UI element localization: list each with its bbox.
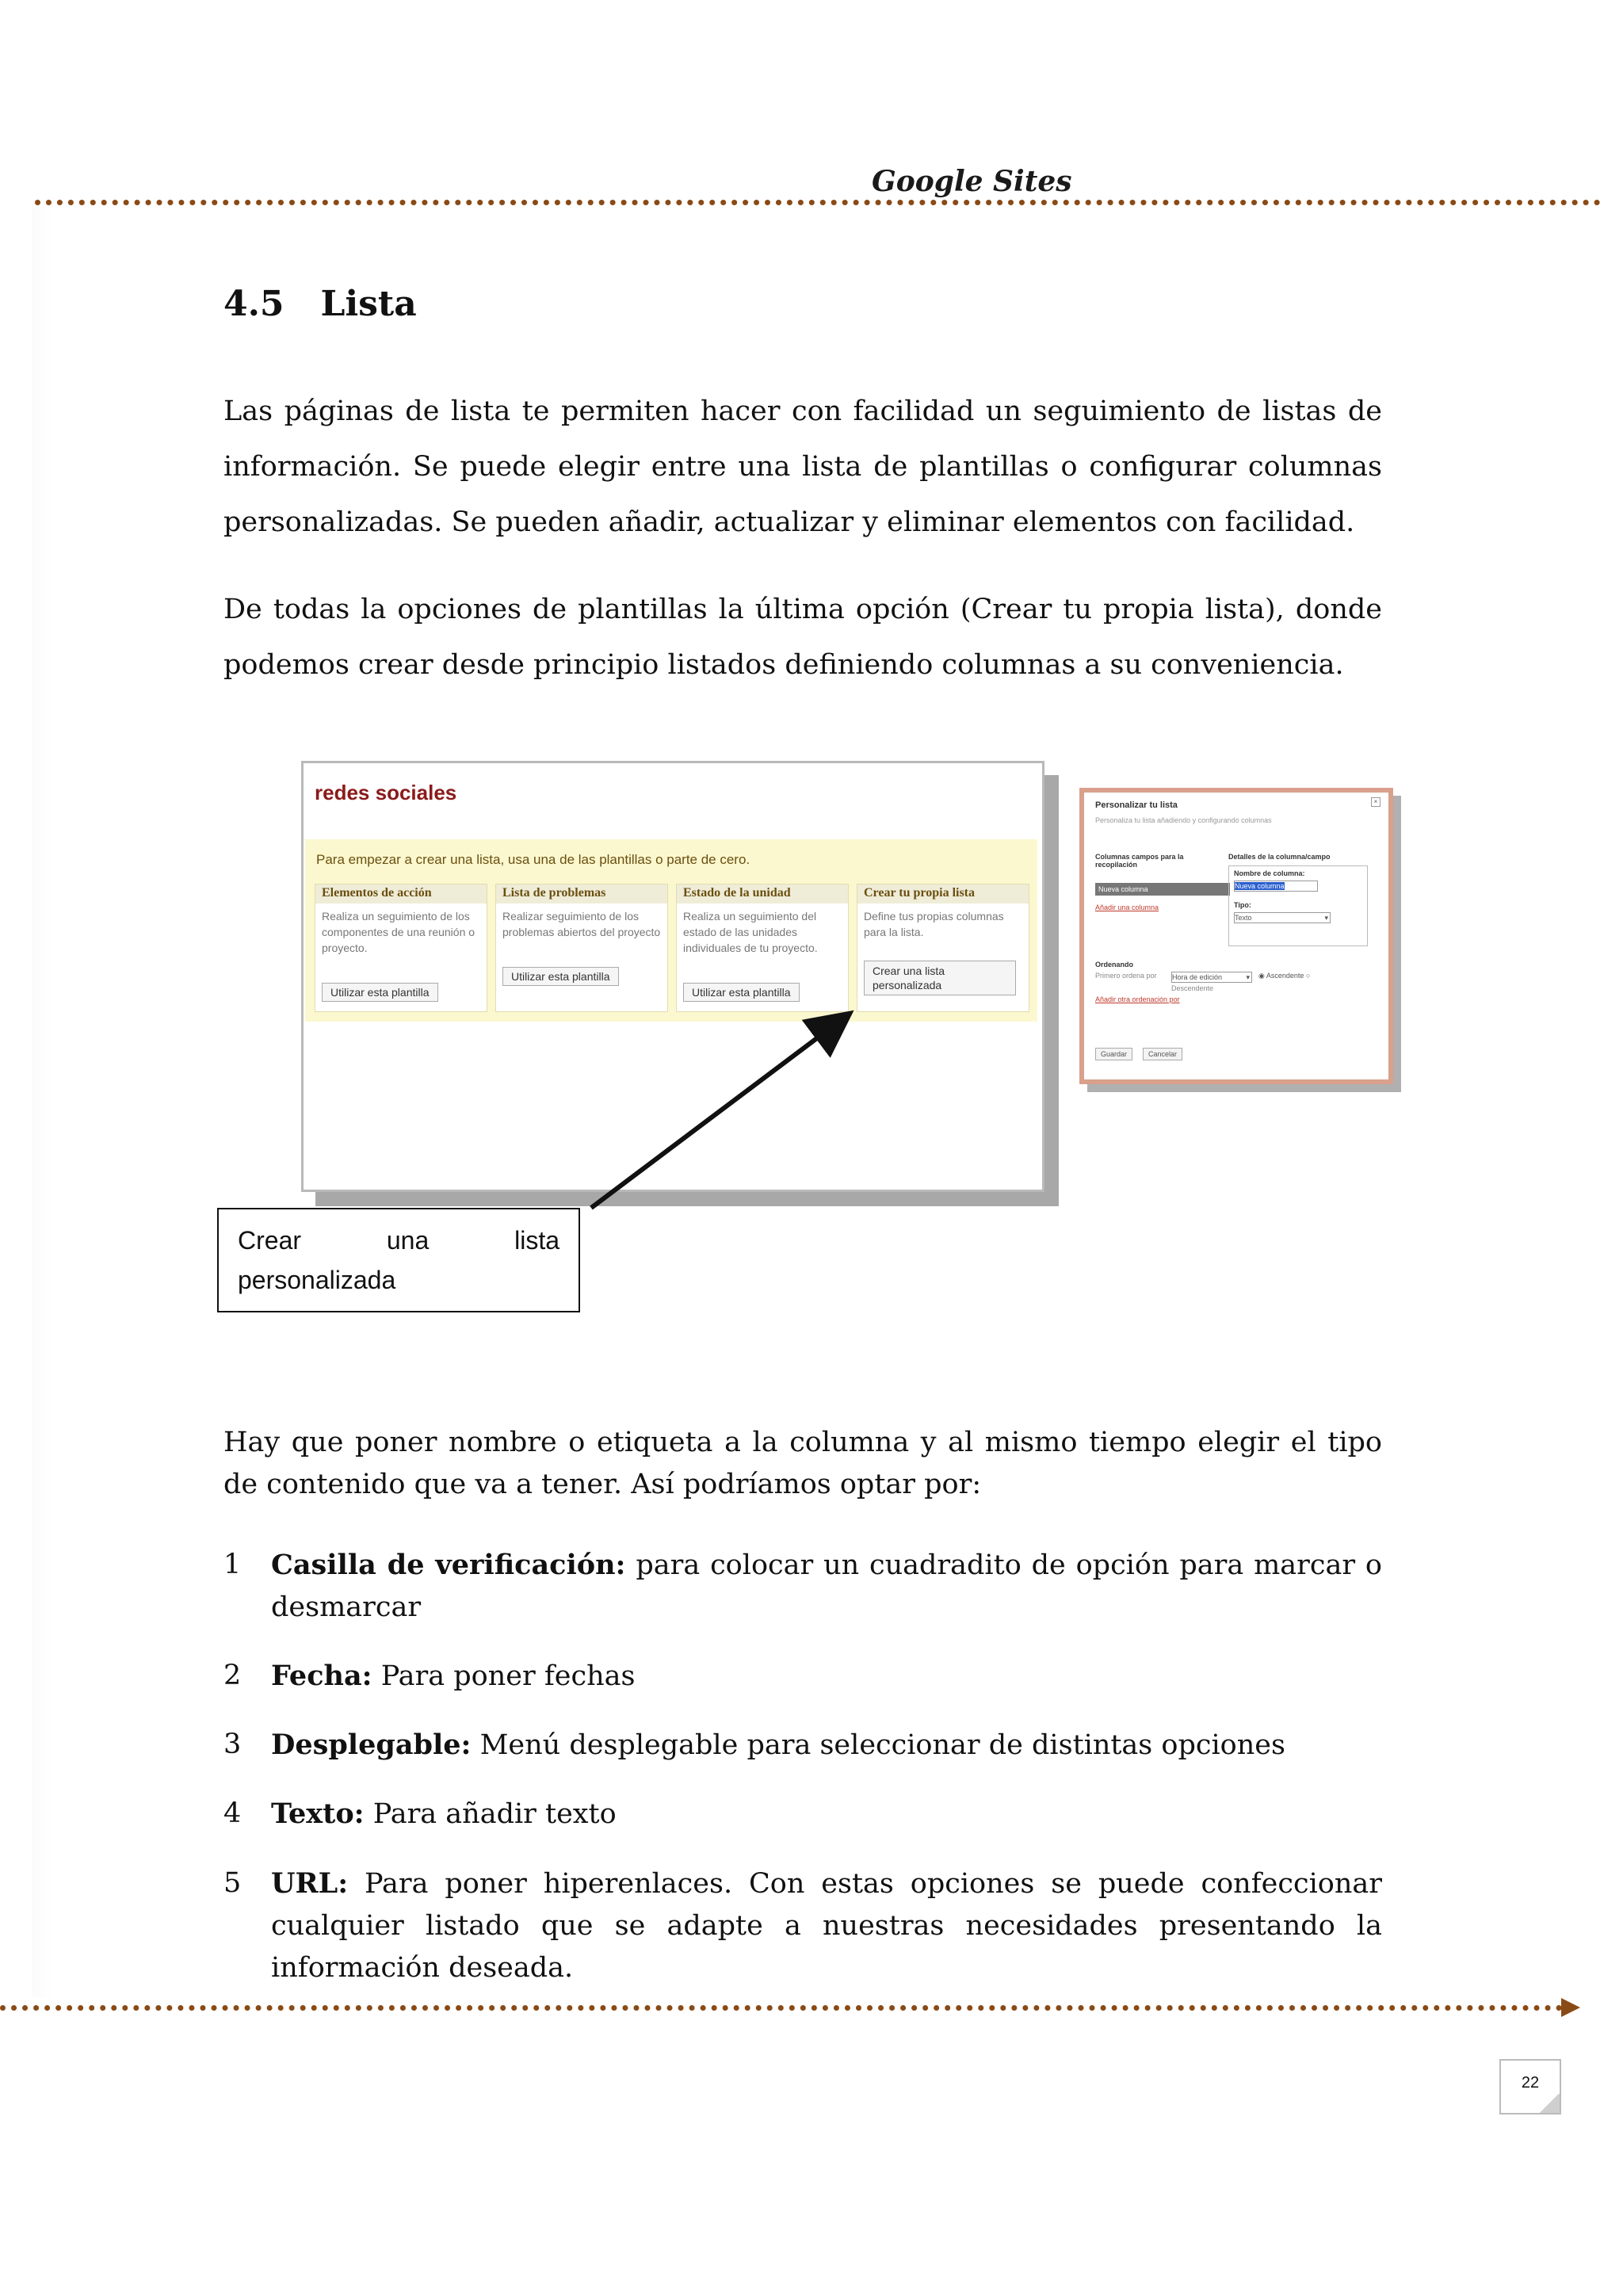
- list-templates-screenshot: [301, 761, 1044, 1192]
- list-item: [223, 1862, 1382, 1989]
- close-icon[interactable]: ×: [1371, 797, 1381, 807]
- template-card-desc: Realiza un seguimiento de los componentes de una reunión o proyecto.: [322, 910, 475, 954]
- list-item-term: URL:: [271, 1867, 349, 1900]
- page-left-shade: [32, 206, 55, 1997]
- paragraph-column-types: Hay que poner nombre o etiqueta a la columna y al mismo tiempo elegir el tipo de contenido que va a tener. Así podríamos optar por:: [223, 1427, 1382, 1500]
- chevron-down-icon: ▾: [1246, 973, 1250, 981]
- sort-first-label: Primero ordena por: [1095, 972, 1157, 980]
- type-label: Tipo:: [1234, 901, 1251, 909]
- template-card-desc: Define tus propias columnas para la lista.: [864, 910, 1004, 938]
- list-item-text: Para poner hiperenlaces. Con estas opciones se puede confeccionar cualquier listado que se adapte a nuestras necesidades presentando la información deseada.: [271, 1868, 1382, 1984]
- dialog-title: Personalizar tu lista: [1095, 800, 1178, 810]
- use-template-button[interactable]: Utilizar esta plantilla: [683, 983, 800, 1002]
- page-number: 22: [1499, 2059, 1561, 2115]
- header-title: Google Sites: [872, 165, 1072, 198]
- template-card-desc: Realiza un seguimiento del estado de las unidades individuales de tu proyecto.: [683, 910, 818, 954]
- column-details-box: [1228, 865, 1368, 946]
- type-value: Texto: [1235, 914, 1252, 922]
- template-card-heading: Lista de problemas: [496, 884, 667, 904]
- list-item-text: para colocar un cuadradito de opción para marcar o desmarcar: [271, 1549, 1382, 1623]
- callout-line-1: Crear una lista: [238, 1226, 559, 1255]
- template-card-heading: Estado de la unidad: [677, 884, 848, 904]
- template-card: [495, 884, 668, 1012]
- template-card-heading: Elementos de acción: [315, 884, 487, 904]
- list-item: [223, 1544, 1382, 1629]
- list-item-number: 4: [223, 1797, 242, 1829]
- section-title: 4.5 Lista: [223, 284, 417, 324]
- list-item-number: 2: [223, 1660, 242, 1691]
- details-label: Detalles de la columna/campo: [1228, 853, 1331, 861]
- ascending-label: Ascendente: [1266, 972, 1304, 980]
- list-item: [223, 1655, 1382, 1698]
- arrow-right-icon: [1560, 1996, 1582, 2019]
- footer-dotted-rule: [0, 2005, 1563, 2011]
- list-item-number: 1: [223, 1549, 242, 1580]
- list-item-number: 3: [223, 1729, 242, 1760]
- use-template-button[interactable]: Utilizar esta plantilla: [322, 983, 438, 1002]
- list-item-text: Menú desplegable para seleccionar de distintas opciones: [471, 1729, 1285, 1761]
- sort-field-select[interactable]: [1171, 972, 1252, 983]
- list-item-term: Texto:: [271, 1797, 365, 1830]
- list-item-term: Desplegable:: [271, 1729, 472, 1761]
- list-item: [223, 1793, 1382, 1836]
- sort-label: Ordenando: [1095, 961, 1134, 968]
- template-card: [676, 884, 849, 1012]
- sort-field-value: Hora de edición: [1172, 973, 1223, 981]
- template-card-desc: Realizar seguimiento de los problemas abiertos del proyecto: [502, 910, 661, 938]
- use-template-button[interactable]: Utilizar esta plantilla: [502, 967, 619, 986]
- header-dotted-rule: [35, 200, 1601, 205]
- callout-line-2: personalizada: [238, 1266, 396, 1294]
- chevron-down-icon: ▾: [1324, 914, 1328, 922]
- site-title: redes sociales: [315, 781, 457, 804]
- callout-box: [217, 1208, 580, 1312]
- templates-intro: Para empezar a crear una lista, usa una de las plantillas o parte de cero.: [316, 852, 750, 867]
- paragraph-templates: De todas la opciones de plantillas la última opción (Crear tu propia lista), donde podemos crear desde principio listados definiendo columnas a su conveniencia.: [223, 594, 1382, 681]
- dialog-subtitle: Personaliza tu lista añadiendo y configurando columnas: [1095, 816, 1272, 824]
- list-item-number: 5: [223, 1867, 242, 1899]
- column-item[interactable]: Nueva columna: [1095, 883, 1230, 896]
- column-name-value: Nueva columna: [1235, 882, 1285, 890]
- page-fold-icon: [1539, 2094, 1560, 2113]
- template-card: [857, 884, 1029, 1012]
- template-card-heading: Crear tu propia lista: [857, 884, 1029, 904]
- create-custom-list-button[interactable]: Crear una lista personalizada: [864, 961, 1016, 995]
- list-item-term: Casilla de verificación:: [271, 1549, 626, 1581]
- descending-label: Descendente: [1171, 984, 1214, 992]
- ascending-radio[interactable]: ◉ Ascendente ○: [1258, 972, 1311, 980]
- paragraph-intro: Las páginas de lista te permiten hacer con facilidad un seguimiento de listas de información. Se puede elegir entre una lista de plantillas o configurar columnas personalizadas. Se pueden añadir, actualizar y eliminar elementos con facilidad.: [223, 395, 1382, 538]
- list-item: [223, 1724, 1382, 1767]
- cancel-button[interactable]: Cancelar: [1143, 1048, 1182, 1060]
- column-name-input[interactable]: [1234, 881, 1318, 892]
- column-name-label: Nombre de columna:: [1234, 869, 1305, 877]
- columns-label: Columnas campos para la recopilación: [1095, 853, 1184, 869]
- customize-list-dialog-screenshot: [1079, 788, 1393, 1084]
- list-item-text: Para poner fechas: [372, 1660, 636, 1692]
- add-column-link[interactable]: Añadir una columna: [1095, 904, 1159, 911]
- list-item-text: Para añadir texto: [364, 1798, 617, 1830]
- list-item-term: Fecha:: [271, 1660, 372, 1692]
- add-sort-link[interactable]: Añadir otra ordenación por: [1095, 995, 1180, 1003]
- type-select[interactable]: [1234, 912, 1331, 923]
- save-button[interactable]: Guardar: [1095, 1048, 1132, 1060]
- template-card: [315, 884, 487, 1012]
